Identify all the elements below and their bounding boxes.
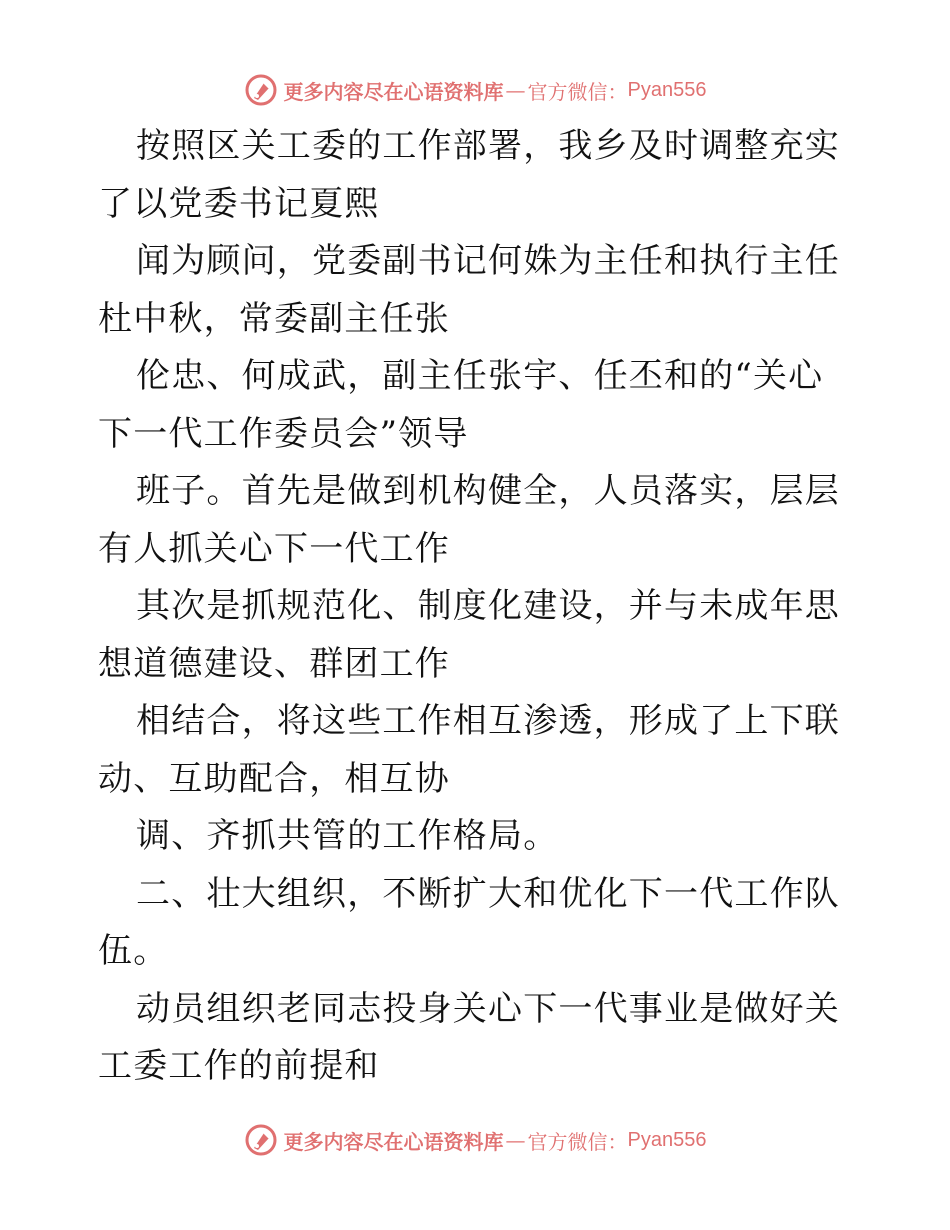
header-banner — [0, 72, 950, 108]
paragraph-5: 其次是抓规范化、制度化建设，并与未成年思想道德建设、群团工作 — [98, 586, 840, 684]
banner-wechat-id: Pyan556 — [627, 1128, 707, 1151]
banner-wechat-label: 官方微信： — [527, 1129, 628, 1154]
banner-dash: — — [505, 1128, 526, 1152]
banner-site-name: 更多内容尽在心语资料库 — [283, 1129, 504, 1154]
paragraph-4: 班子。首先是做到机构健全，人员落实，层层有人抓关心下一代工作 — [98, 471, 840, 569]
paragraph-6: 相结合，将这些工作相互渗透，形成了上下联动、互助配合，相互协 — [98, 701, 840, 799]
banner-dash: — — [505, 78, 526, 102]
banner-site-name: 更多内容尽在心语资料库 — [283, 79, 504, 104]
paragraph-7: 调、齐抓共管的工作格局。 — [136, 816, 559, 856]
paragraph-1: 按照区关工委的工作部署，我乡及时调整充实了以党委书记夏熙 — [98, 126, 840, 224]
paragraph-8: 二、壮大组织，不断扩大和优化下一代工作队伍。 — [98, 873, 840, 971]
footer-banner — [0, 1122, 950, 1158]
banner-wechat-label: 官方微信： — [527, 79, 628, 104]
document-body — [98, 118, 858, 1096]
paragraph-9: 动员组织老同志投身关心下一代事业是做好关工委工作的前提和 — [98, 988, 840, 1086]
pen-nib-logo-icon — [244, 1123, 278, 1157]
paragraph-3: 伦忠、何成武，副主任张宇、任丕和的“关心下一代工作委员会”领导 — [98, 356, 824, 454]
banner-wechat-id: Pyan556 — [627, 78, 707, 101]
pen-nib-logo-icon — [244, 73, 278, 107]
paragraph-2: 闻为顾问，党委副书记何姝为主任和执行主任杜中秋，常委副主任张 — [98, 241, 840, 339]
